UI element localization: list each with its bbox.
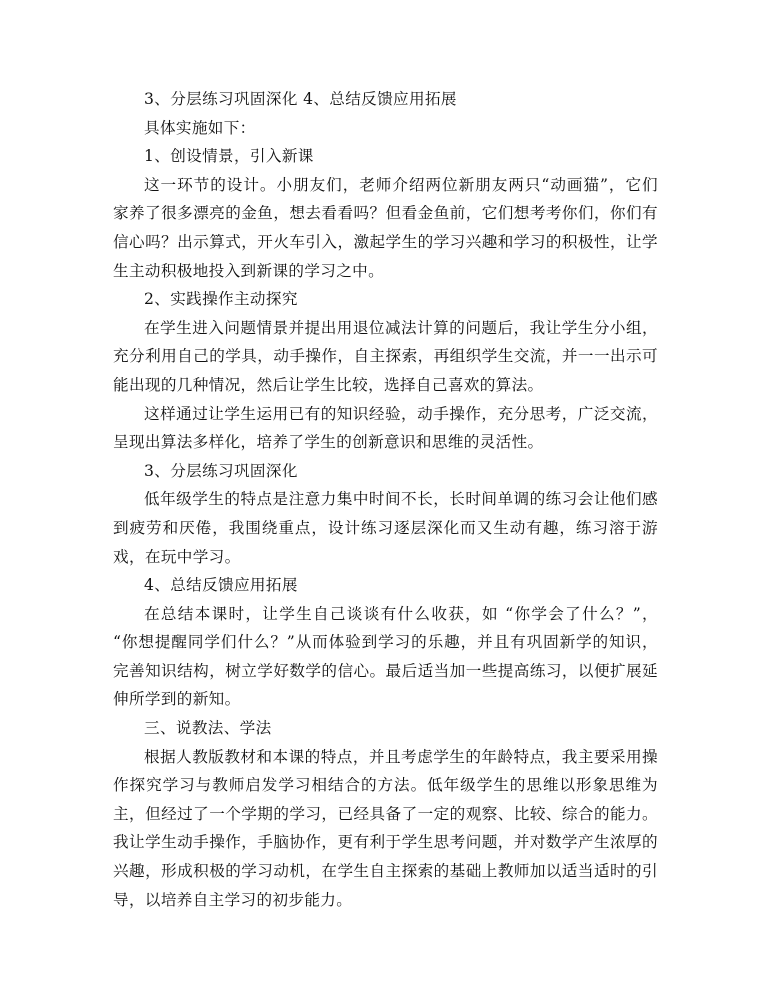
paragraph-line: 伸所学到的新知。: [113, 690, 241, 709]
paragraph-line: 主，但经过了一个学期的学习，已经具备了一定的观察、比较、综合的能力。: [113, 804, 658, 823]
paragraph-line: 到疲劳和厌倦，我围绕重点，设计练习逐层深化而又生动有趣，练习溶于游: [113, 518, 658, 537]
section-heading-4: 4、总结反馈应用拓展: [144, 576, 298, 595]
paragraph-section-1: [113, 171, 658, 285]
paragraph-line: 导，以培养自主学习的初步能力。: [113, 890, 353, 909]
paragraph-line: 在学生进入问题情景并提出用退位减法计算的问题后，我让学生分小组，: [144, 318, 658, 337]
part-heading-3: 三、说教法、学法: [144, 719, 272, 738]
paragraph-line: 能出现的几种情况，然后让学生比较，选择自己喜欢的算法。: [113, 375, 544, 394]
outline-summary-line: 3、分层练习巩固深化 4、总结反馈应用拓展: [144, 90, 457, 108]
section-heading-3: 3、分层练习巩固深化: [144, 461, 298, 480]
paragraph-section-3: [113, 485, 658, 571]
paragraph-line: 呈现出算法多样化，培养了学生的创新意识和思维的灵活性。: [113, 433, 544, 452]
implementation-intro: 具体实施如下：: [144, 118, 256, 137]
paragraph-line: 这样通过让学生运用已有的知识经验，动手操作，充分思考，广泛交流，: [144, 404, 658, 423]
paragraph-part-3: [113, 743, 658, 915]
section-heading-1: 1、创设情景，引入新课: [144, 147, 314, 166]
paragraph-line: 这一环节的设计。小朋友们，老师介绍两位新朋友两只“动画猫”，它们: [144, 175, 658, 194]
paragraph-section-4: [113, 600, 658, 714]
paragraph-line: 兴趣，形成积极的学习动机，在学生自主探索的基础上教师加以适当适时的引: [113, 862, 658, 881]
document-page: [113, 85, 658, 914]
paragraph-line: 家养了很多漂亮的金鱼，想去看看吗？但看金鱼前，它们想考考你们，你们有: [113, 204, 658, 223]
paragraph-section-2b: [113, 400, 658, 457]
paragraph-line: “你想提醒同学们什么？”从而体验到学习的乐趣，并且有巩固新学的知识，: [113, 633, 658, 652]
paragraph-line: 完善知识结构，树立学好数学的信心。最后适当加一些提高练习，以便扩展延: [113, 661, 658, 680]
paragraph-line: 戏，在玩中学习。: [113, 547, 241, 566]
paragraph-line: 在总结本课时，让学生自己谈谈有什么收获，如 “你学会了什么？”，: [144, 604, 658, 623]
paragraph-line: 信心吗？出示算式，开火车引入，激起学生的学习兴趣和学习的积极性，让学: [113, 232, 658, 251]
paragraph-line: 作探究学习与教师启发学习相结合的方法。低年级学生的思维以形象思维为: [113, 776, 658, 795]
paragraph-line: 生主动积极地投入到新课的学习之中。: [113, 261, 385, 280]
section-heading-2: 2、实践操作主动探究: [144, 290, 298, 309]
paragraph-line: 我让学生动手操作，手脑协作，更有利于学生思考问题，并对数学产生浓厚的: [113, 833, 658, 852]
paragraph-line: 充分利用自己的学具，动手操作，自主探索，再组织学生交流，并一一出示可: [113, 347, 658, 366]
paragraph-line: 低年级学生的特点是注意力集中时间不长，长时间单调的练习会让他们感: [144, 490, 658, 509]
paragraph-line: 根据人教版教材和本课的特点，并且考虑学生的年龄特点，我主要采用操: [144, 747, 658, 766]
paragraph-section-2a: [113, 314, 658, 400]
